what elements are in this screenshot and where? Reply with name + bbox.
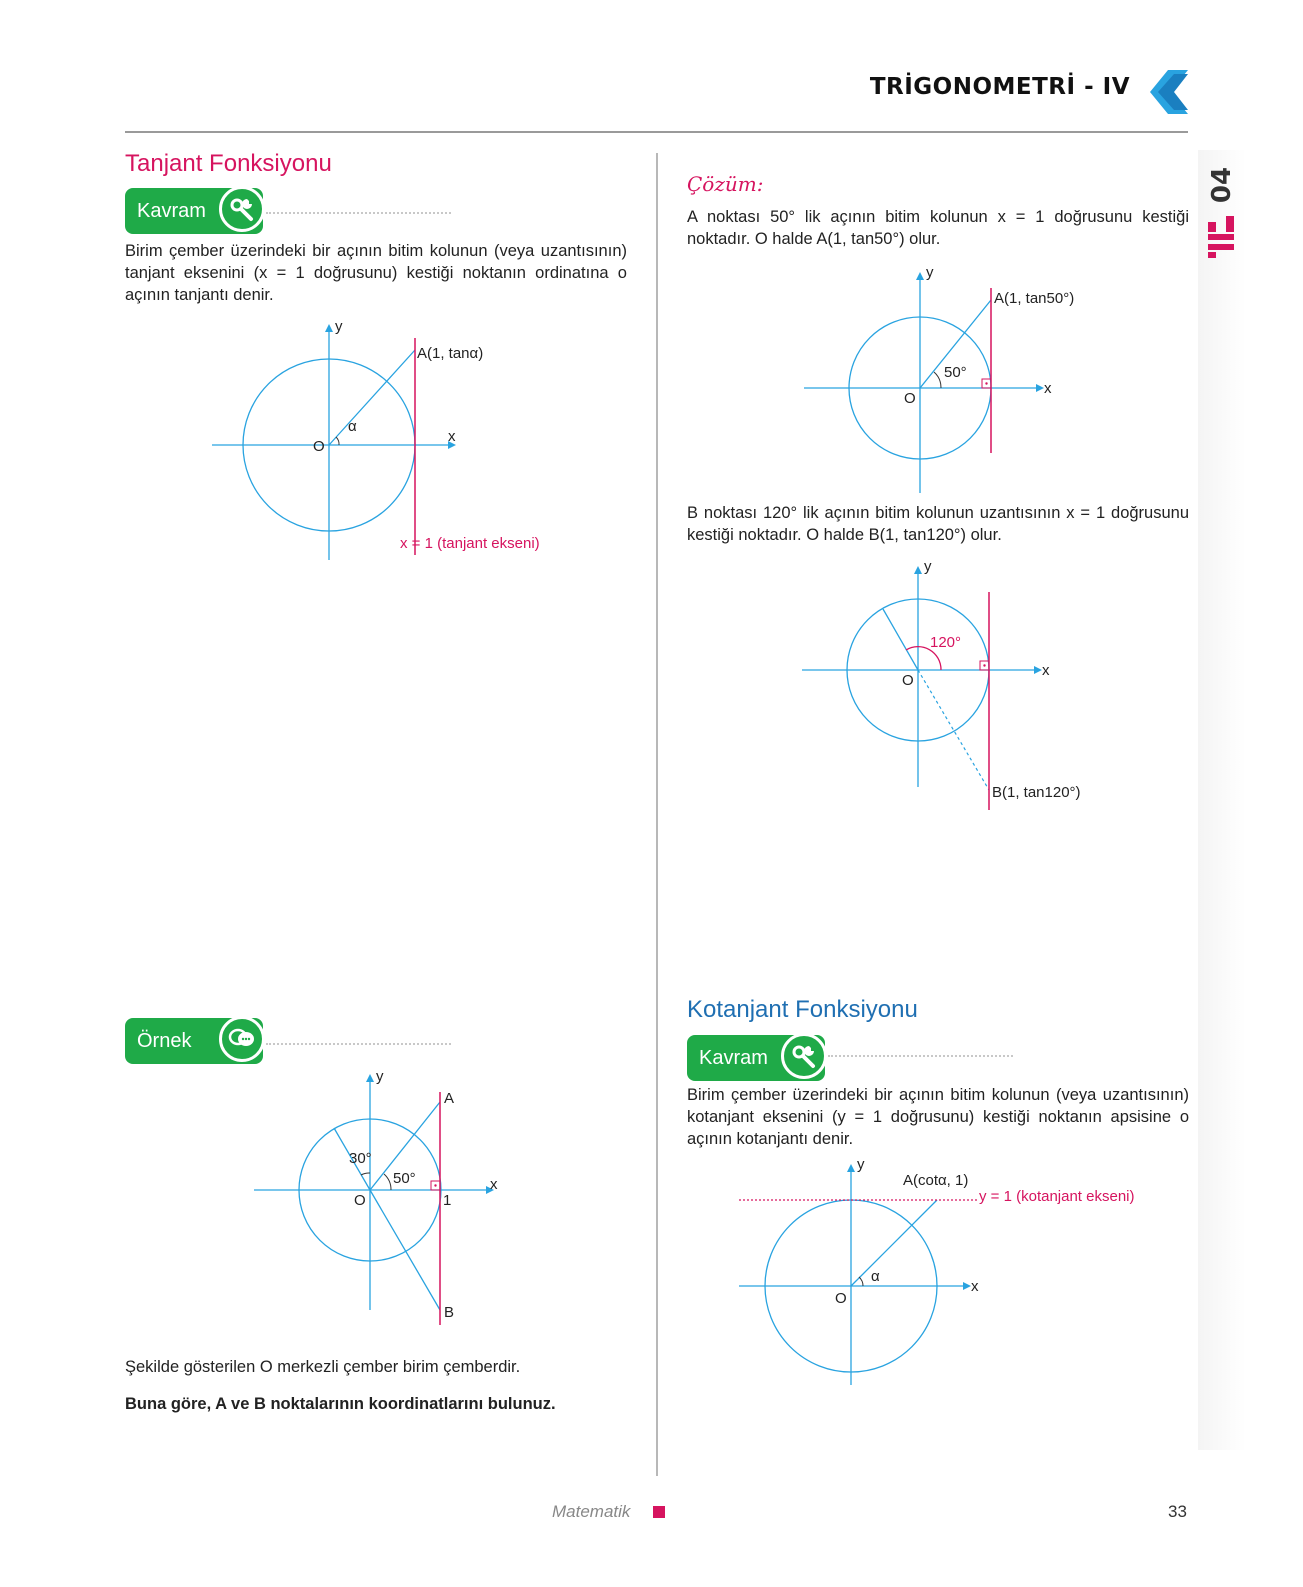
fig2-origin-label: O bbox=[354, 1192, 366, 1209]
kotanjant-section-title: Kotanjant Fonksiyonu bbox=[687, 996, 918, 1023]
page-number: 33 bbox=[1168, 1502, 1187, 1521]
tanjant-figure bbox=[200, 320, 560, 570]
fig4-y-label: y bbox=[924, 558, 932, 575]
kotanjant-badge-dotted-line bbox=[828, 1055, 1013, 1057]
fig3-y-label: y bbox=[926, 264, 934, 281]
cozum-label: Çözüm: bbox=[687, 172, 764, 196]
fig1-point-a: A(1, tanα) bbox=[417, 345, 484, 362]
kavram-badge-label: Kavram bbox=[137, 199, 206, 222]
fasikul-tab bbox=[1204, 152, 1240, 258]
fig5-x-label: x bbox=[971, 1278, 979, 1295]
solution-figure-b bbox=[798, 558, 1108, 822]
kotanjant-kavram-badge bbox=[687, 1035, 825, 1081]
fig2-y-label: y bbox=[376, 1068, 384, 1085]
kotanjant-kavram-label: Kavram bbox=[699, 1046, 768, 1069]
fig1-origin-label: O bbox=[313, 438, 325, 455]
question-text: Şekilde gösterilen O merkezli çember birim çemberdir. bbox=[125, 1358, 521, 1376]
ornek-badge-label: Örnek bbox=[137, 1029, 192, 1052]
fig5-y-label: y bbox=[857, 1156, 865, 1173]
wrench-gear-icon bbox=[219, 186, 265, 232]
fig2-point-b: B bbox=[444, 1304, 455, 1321]
fig3-x-label: x bbox=[1044, 380, 1052, 397]
kotanjant-figure bbox=[735, 1156, 1155, 1390]
fig1-axis-label: x = 1 (tanjant ekseni) bbox=[400, 535, 540, 552]
tanjant-section-title: Tanjant Fonksiyonu bbox=[125, 150, 332, 177]
fig3-origin-label: O bbox=[904, 390, 916, 407]
solution-para-b: B noktası 120° lik açının bitim kolunun uzantısının x = 1 doğrusunu kestiği noktadır. O halde B(1, tan120°) olur. bbox=[687, 504, 1189, 544]
solution-figure-a bbox=[800, 264, 1100, 498]
kavram-badge bbox=[125, 188, 263, 234]
fig4-angle-label: 120° bbox=[930, 634, 962, 651]
fig2-x-label: x bbox=[490, 1176, 498, 1193]
fig4-point-label: B(1, tan120°) bbox=[992, 784, 1081, 801]
fig1-y-label: y bbox=[335, 318, 343, 335]
fig2-angle-50: 50° bbox=[393, 1170, 416, 1187]
ornek-figure bbox=[250, 1070, 520, 1330]
fig1-alpha-label: α bbox=[348, 418, 357, 435]
side-strip bbox=[1198, 150, 1246, 1450]
speech-bubbles-icon bbox=[219, 1016, 265, 1062]
wrench-gear-icon bbox=[781, 1033, 827, 1079]
fig5-point-label: A(cotα, 1) bbox=[903, 1172, 969, 1189]
fig1-x-label: x bbox=[448, 428, 456, 445]
ornek-badge bbox=[125, 1018, 263, 1064]
solution-para-a: A noktası 50° lik açının bitim kolunun x = 1 doğrusunu kestiği noktadır. O halde A(1, tan50°) olur. bbox=[687, 208, 1189, 248]
fig3-angle-label: 50° bbox=[944, 364, 967, 381]
chapter-title: TRİGONOMETRİ - IV bbox=[869, 74, 1130, 100]
badge-dotted-line bbox=[266, 212, 451, 214]
fasikul-code: 04 bbox=[1207, 166, 1237, 204]
fig5-alpha-label: α bbox=[871, 1268, 880, 1285]
fig2-angle-30: 30° bbox=[349, 1150, 372, 1167]
fig2-one-label: 1 bbox=[443, 1192, 452, 1209]
chevron-logo-icon bbox=[1148, 68, 1192, 116]
fig4-origin-label: O bbox=[902, 672, 914, 689]
column-divider bbox=[656, 153, 658, 1476]
fig3-point-label: A(1, tan50°) bbox=[994, 290, 1075, 307]
tanjant-definition: Birim çember üzerindeki bir açının bitim kolunun (veya uzantısının) tanjant eksenini (x = 1 doğrusunu) kestiği noktanın ordinatına o açının tanjantı denir. bbox=[125, 242, 627, 304]
footer-subject: Matematik bbox=[552, 1502, 631, 1521]
kotanjant-definition: Birim çember üzerindeki bir açının bitim kolunun (veya uzantısının) kotanjant eksenini (y = 1 doğrusunu) kestiği noktanın apsisine o açının kotanjantı denir. bbox=[687, 1086, 1189, 1148]
fig2-point-a: A bbox=[444, 1090, 455, 1107]
ornek-dotted-line bbox=[266, 1043, 451, 1045]
fig5-origin-label: O bbox=[835, 1290, 847, 1307]
question-bold: Buna göre, A ve B noktalarının koordinatlarını bulunuz. bbox=[125, 1395, 556, 1413]
fig5-axis-label: y = 1 (kotanjant ekseni) bbox=[979, 1188, 1135, 1205]
footer-square-icon bbox=[653, 1506, 665, 1518]
header-divider bbox=[125, 131, 1188, 133]
fig4-x-label: x bbox=[1042, 662, 1050, 679]
